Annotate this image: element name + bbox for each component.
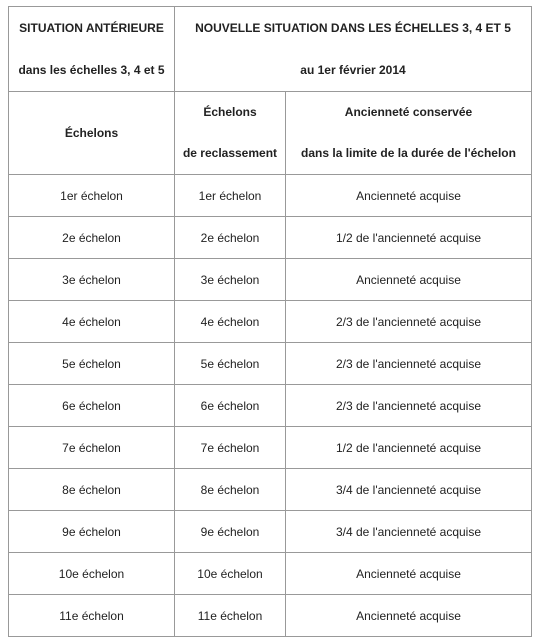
cell-old-echelon: 8e échelon <box>9 469 175 511</box>
subheader-col3-line1: Ancienneté conservée <box>344 105 473 119</box>
subheader-echelons-reclassement <box>175 92 286 175</box>
header-situation-anterieure <box>9 7 175 92</box>
header-right-line2: au 1er février 2014 <box>300 63 406 77</box>
subheader-col1-label: Échelons <box>64 126 119 140</box>
cell-new-echelon: 7e échelon <box>175 427 286 469</box>
cell-anciennete: Ancienneté acquise <box>286 553 532 595</box>
cell-anciennete: 3/4 de l'ancienneté acquise <box>286 511 532 553</box>
cell-anciennete: 2/3 de l'ancienneté acquise <box>286 385 532 427</box>
cell-new-echelon: 8e échelon <box>175 469 286 511</box>
cell-anciennete: 1/2 de l'ancienneté acquise <box>286 217 532 259</box>
table-row <box>9 301 532 343</box>
cell-old-echelon: 5e échelon <box>9 343 175 385</box>
table-row <box>9 259 532 301</box>
table-row <box>9 343 532 385</box>
cell-anciennete: 2/3 de l'ancienneté acquise <box>286 301 532 343</box>
subheader-col2-line1: Échelons <box>203 105 257 119</box>
cell-old-echelon: 10e échelon <box>9 553 175 595</box>
header-nouvelle-situation <box>175 7 532 92</box>
header-row-main <box>9 7 532 92</box>
cell-old-echelon: 7e échelon <box>9 427 175 469</box>
cell-new-echelon: 6e échelon <box>175 385 286 427</box>
cell-old-echelon: 3e échelon <box>9 259 175 301</box>
subheader-col3-line2: dans la limite de la durée de l'échelon <box>301 146 516 160</box>
reclassement-table <box>8 6 532 637</box>
subheader-col2-line2: de reclassement <box>182 146 278 160</box>
cell-anciennete: Ancienneté acquise <box>286 259 532 301</box>
cell-new-echelon: 3e échelon <box>175 259 286 301</box>
table-row <box>9 385 532 427</box>
table-row <box>9 595 532 637</box>
cell-old-echelon: 6e échelon <box>9 385 175 427</box>
cell-anciennete: 1/2 de l'ancienneté acquise <box>286 427 532 469</box>
cell-new-echelon: 11e échelon <box>175 595 286 637</box>
cell-old-echelon: 1er échelon <box>9 175 175 217</box>
cell-old-echelon: 4e échelon <box>9 301 175 343</box>
table-row <box>9 511 532 553</box>
cell-anciennete: 2/3 de l'ancienneté acquise <box>286 343 532 385</box>
subheader-anciennete-conservee <box>286 92 532 175</box>
cell-anciennete: 3/4 de l'ancienneté acquise <box>286 469 532 511</box>
cell-new-echelon: 4e échelon <box>175 301 286 343</box>
table-row <box>9 217 532 259</box>
cell-old-echelon: 9e échelon <box>9 511 175 553</box>
table-row <box>9 175 532 217</box>
cell-anciennete: Ancienneté acquise <box>286 175 532 217</box>
table-row <box>9 427 532 469</box>
cell-new-echelon: 1er échelon <box>175 175 286 217</box>
cell-new-echelon: 9e échelon <box>175 511 286 553</box>
header-row-sub <box>9 92 532 175</box>
cell-old-echelon: 11e échelon <box>9 595 175 637</box>
header-left-line1: SITUATION ANTÉRIEURE <box>19 21 164 35</box>
cell-new-echelon: 10e échelon <box>175 553 286 595</box>
table-row <box>9 469 532 511</box>
cell-old-echelon: 2e échelon <box>9 217 175 259</box>
subheader-echelons <box>9 92 175 175</box>
cell-new-echelon: 2e échelon <box>175 217 286 259</box>
table-row <box>9 553 532 595</box>
header-left-line2: dans les échelles 3, 4 et 5 <box>18 63 165 77</box>
cell-new-echelon: 5e échelon <box>175 343 286 385</box>
header-right-line1: NOUVELLE SITUATION DANS LES ÉCHELLES 3, 4 ET 5 <box>195 21 511 35</box>
cell-anciennete: Ancienneté acquise <box>286 595 532 637</box>
